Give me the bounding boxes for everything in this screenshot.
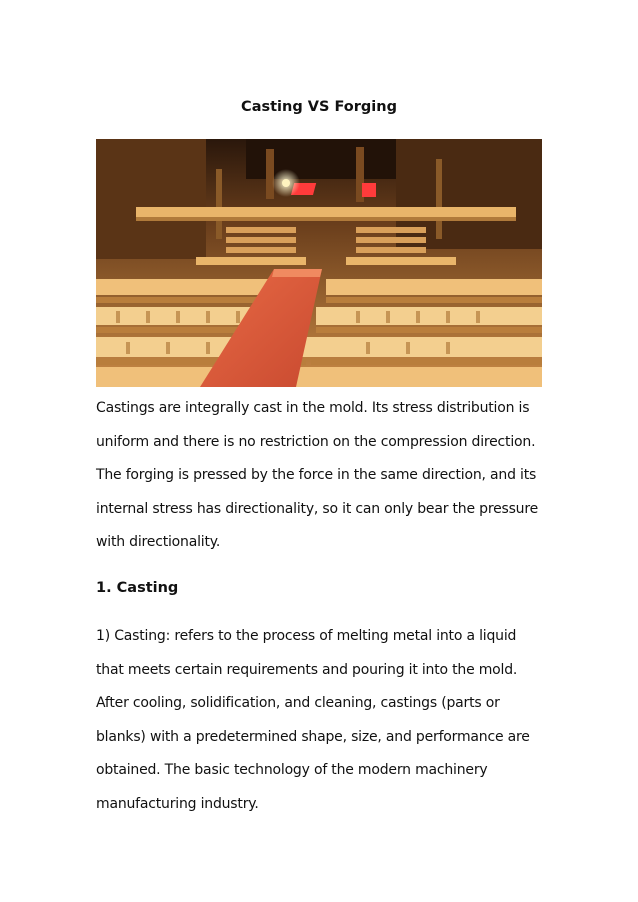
furnace-glow-right: [362, 183, 376, 197]
section-heading-casting: 1. Casting: [96, 580, 179, 596]
intro-paragraph: Castings are integrally cast in the mold. Its stress distribution is uniform and there is no restriction on the compression direction. The forging is pressed by the force in the same direction, and its internal stress has directionality, so it can only bear the pressure with directionality.: [96, 400, 539, 550]
steel-mill-photo: [96, 139, 542, 387]
page-title: Casting VS Forging: [241, 99, 397, 115]
casting-paragraph: 1) Casting: refers to the process of melting metal into a liquid that meets certain requirements and pouring it into the mold. After cooling, solidification, and cleaning, castings (parts or blanks) with a predetermined shape, size, and performance are obtained. The basic technology of the modern machinery manufacturing industry.: [96, 628, 530, 812]
